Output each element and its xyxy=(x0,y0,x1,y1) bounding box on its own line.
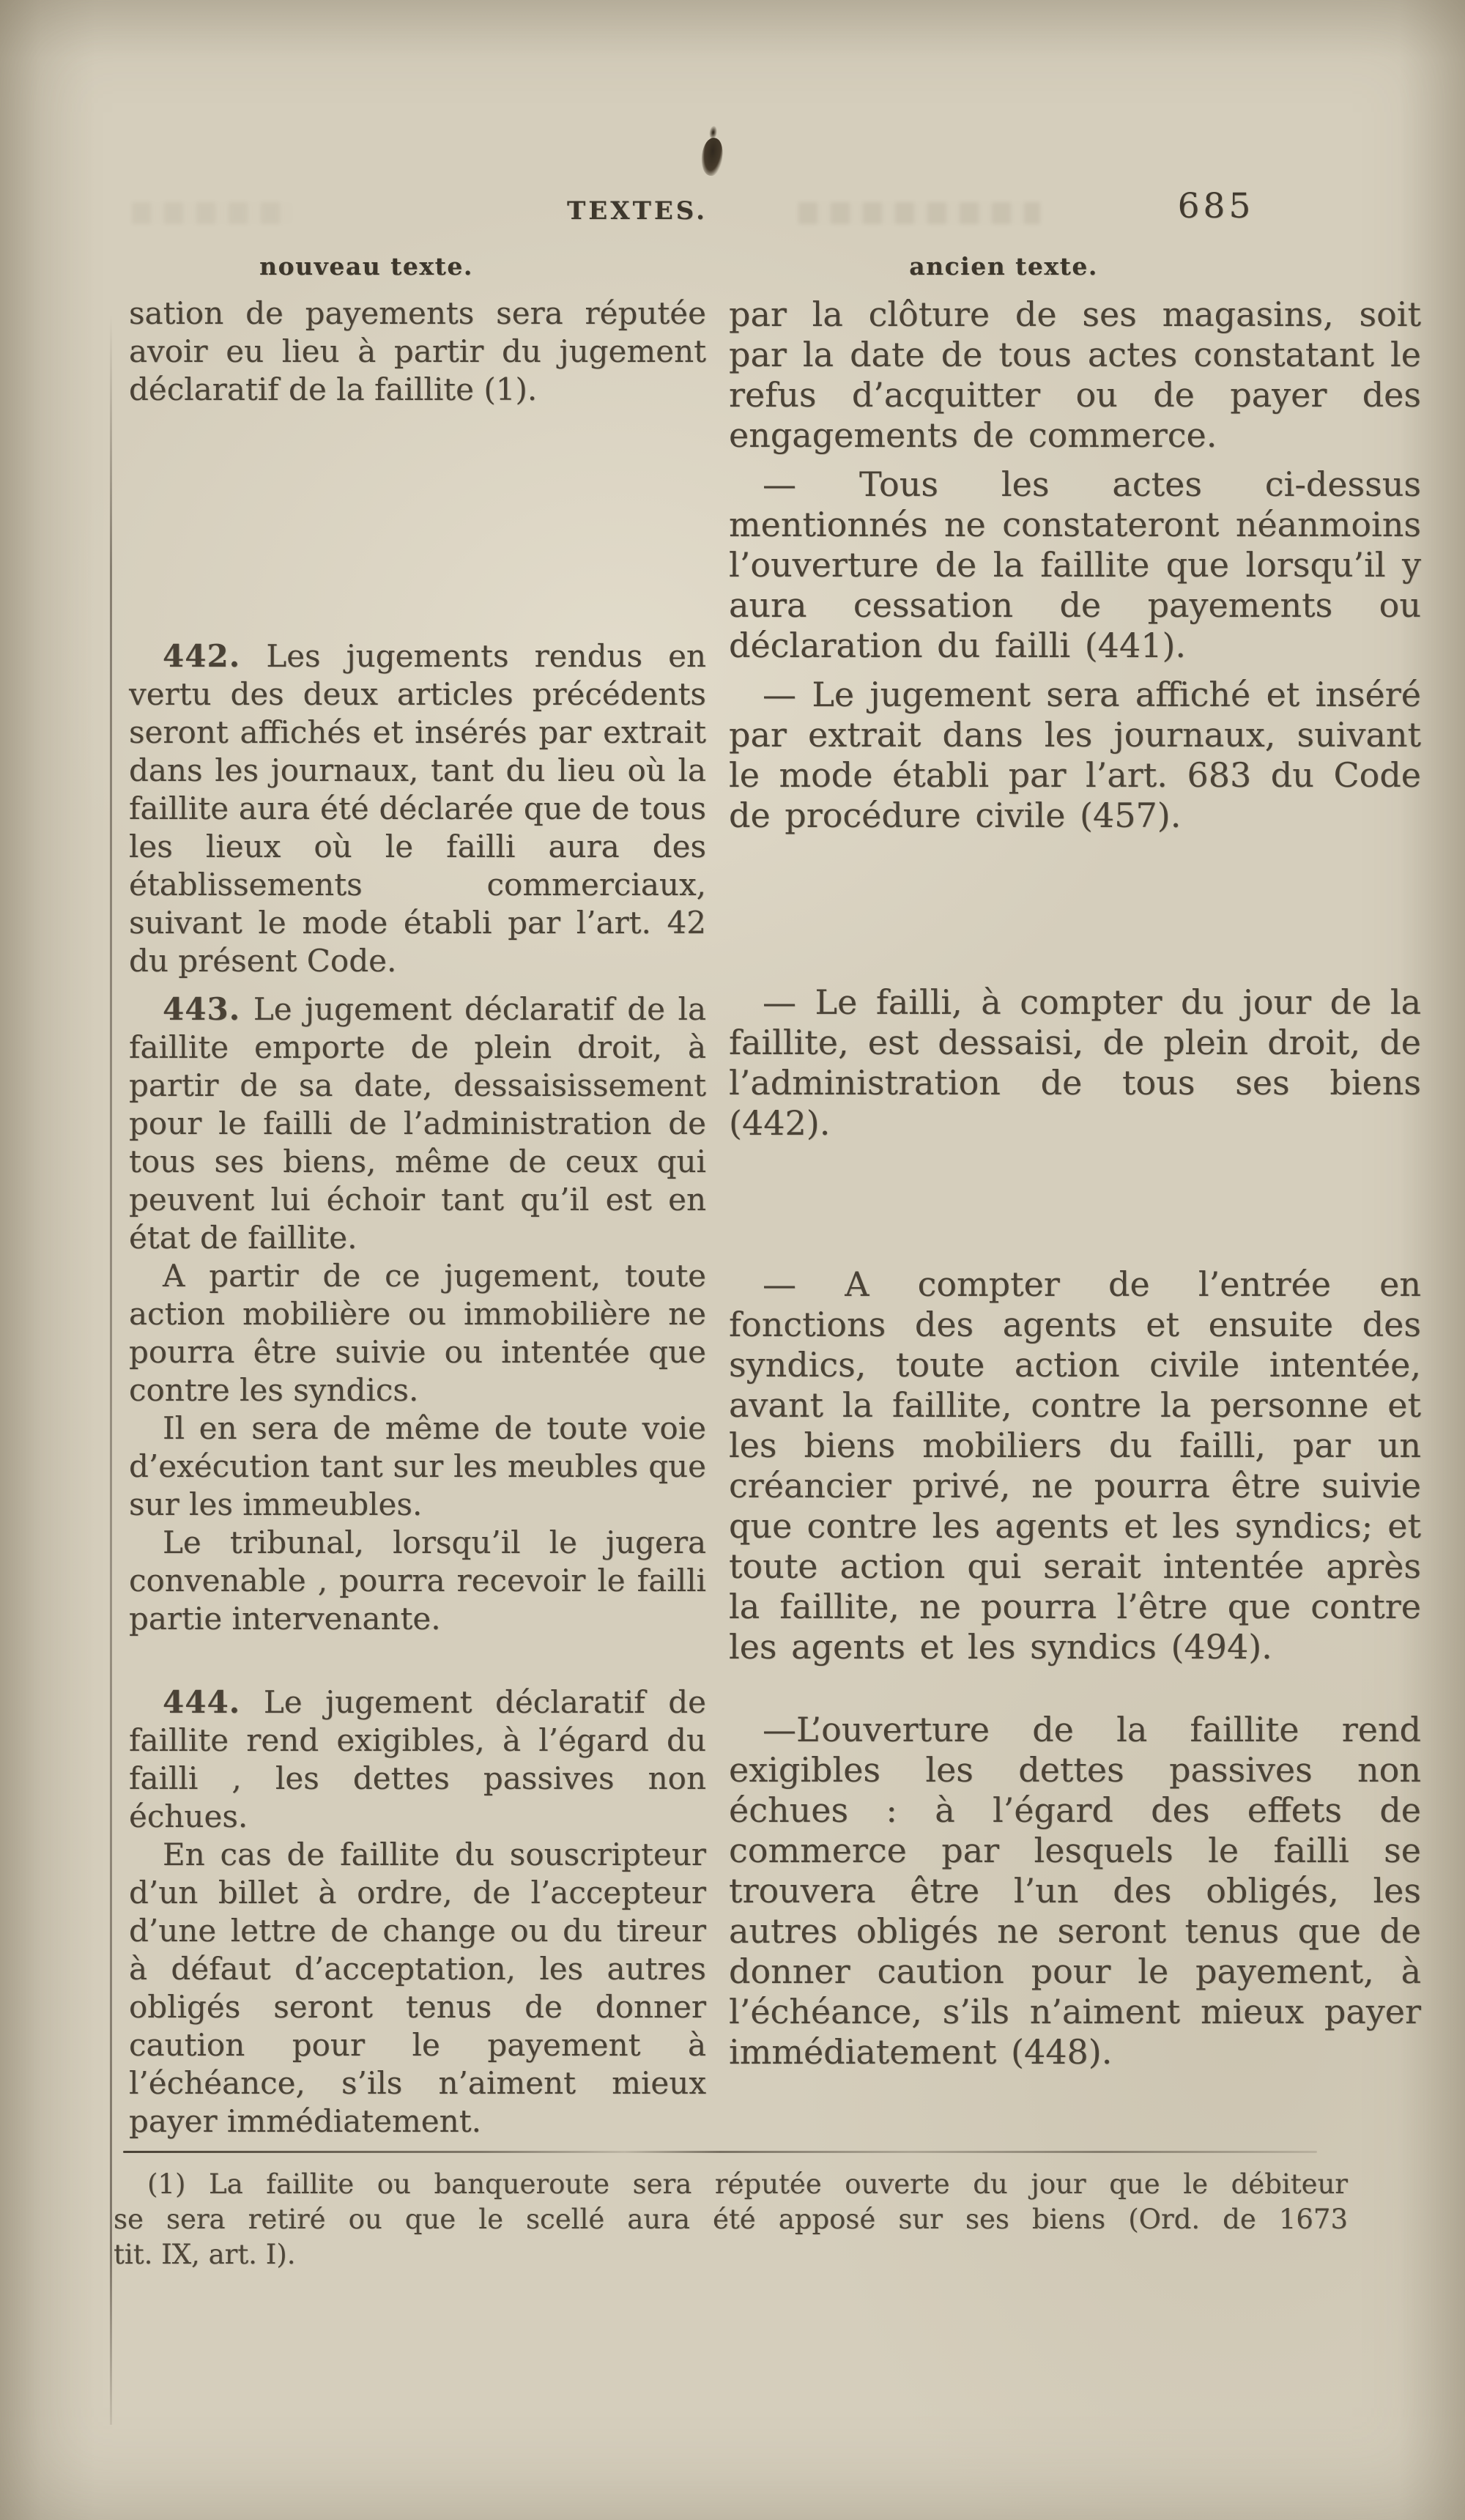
ancien-paragraph-continuation: par la clôture de ses magasins, soit par la date de tous actes constatant le refus d’acquitter ou de payer des engagements de commerce. xyxy=(729,294,1421,455)
bleed-through-ghost xyxy=(132,202,293,224)
column-nouveau-texte xyxy=(129,294,706,2141)
footnote-rule xyxy=(123,2151,1317,2153)
page-number: 685 xyxy=(1177,186,1255,226)
ancien-paragraph-jugement-affiche: — Le jugement sera affiché et inséré par extrait dans les journaux, suivant le mode établi par l’art. 683 du Code de procédure civile (457). xyxy=(729,675,1421,835)
running-title: TEXTES. xyxy=(567,196,708,226)
article-442-text: Les jugements rendus en vertu des deux articles précédents seront affichés et insérés par extrait dans les journaux, tant du lieu où la faillite aura été déclarée que de tous les lieux où le failli aura des établissements commerciaux, suivant le mode établi par l’art. 42 du présent Code. xyxy=(129,638,706,979)
article-443-alinea-3: Il en sera de même de toute voie d’exécution tant sur les meubles que sur les immeubles. xyxy=(129,1410,706,1522)
article-442-number: 442. xyxy=(163,638,241,674)
article-442 xyxy=(129,637,706,980)
article-444 xyxy=(129,1683,706,1836)
footnote xyxy=(114,2167,1348,2272)
paragraph-continuation: sation de payements sera réputée avoir eu lieu à partir du jugement déclaratif de la faillite (1). xyxy=(129,295,706,407)
article-444-text: Le jugement déclaratif de faillite rend exigibles, à l’égard du failli , les dettes passives non échues. xyxy=(129,1684,707,1834)
article-443-alinea-2: A partir de ce jugement, toute action mobilière ou immobilière ne pourra être suivie ou intentée que contre les syndics. xyxy=(129,1258,706,1408)
article-443-text: Le jugement déclaratif de la faillite emporte de plein droit, à partir de sa date, dessaisissement pour le failli de l’administration de tous ses biens, même de ceux qui peuvent lui échoir tant qu’il est en état de faillite. xyxy=(129,991,706,1256)
footnote-line: tit. IX, art. I). xyxy=(114,2239,296,2270)
article-443 xyxy=(129,990,706,1257)
article-443-number: 443. xyxy=(163,991,241,1027)
ancien-paragraph-a-compter: — A compter de l’entrée en fonctions des agents et ensuite des syndics, toute action civile intentée, avant la faillite, contre la personne et les biens mobiliers du failli, par un créancier privé, ne pourra être suivie que contre les agents et les syndics; et toute action qui serait intentée après la faillite, ne pourra l’être que contre les agents et les syndics (494). xyxy=(729,1264,1421,1667)
article-444-number: 444. xyxy=(163,1684,241,1720)
article-443-alinea-4: Le tribunal, lorsqu’il le jugera convenable , pourra recevoir le failli partie intervenante. xyxy=(129,1524,706,1637)
column-header-nouveau-texte: nouveau texte. xyxy=(259,252,473,281)
ancien-paragraph-ouverture: —L’ouverture de la faillite rend exigibles les dettes passives non échues : à l’égard des effets de commerce par lesquels le failli se trouvera être l’un des obligés, les autres obligés ne seront tenus que de donner caution pour le payement, à l’échéance, s’ils n’aiment mieux payer immédiatement (448). xyxy=(729,1710,1421,2072)
footnote-line: (1) La faillite ou banqueroute sera réputée ouverte du jour que le débiteur xyxy=(147,2168,1348,2200)
column-ancien-texte xyxy=(729,294,1421,2072)
ancien-paragraph-failli-dessaisi: — Le failli, à compter du jour de la faillite, est dessaisi, de plein droit, de l’administration de tous ses biens (442). xyxy=(729,982,1421,1143)
footnote-line: se sera retiré ou que le scellé aura été apposé sur ses biens (Ord. de 1673 xyxy=(114,2204,1348,2235)
bleed-through-ghost xyxy=(798,202,1040,224)
ancien-paragraph-tous-les-actes: — Tous les actes ci-dessus mentionnés ne constateront néanmoins l’ouverture de la faillite que lorsqu’il y aura cessation de payements ou déclaration du failli (441). xyxy=(729,464,1421,665)
ink-blot xyxy=(700,136,725,177)
column-header-ancien-texte: ancien texte. xyxy=(909,252,1098,281)
page-fold-line xyxy=(110,315,112,2425)
article-444-alinea-2: En cas de faillite du souscripteur d’un billet à ordre, de l’accepteur d’une lettre de change ou du tireur à défaut d’acceptation, les autres obligés seront tenus de donner caution pour le payement à l’échéance, s’ils n’aiment mieux payer immédiatement. xyxy=(129,1837,706,2139)
